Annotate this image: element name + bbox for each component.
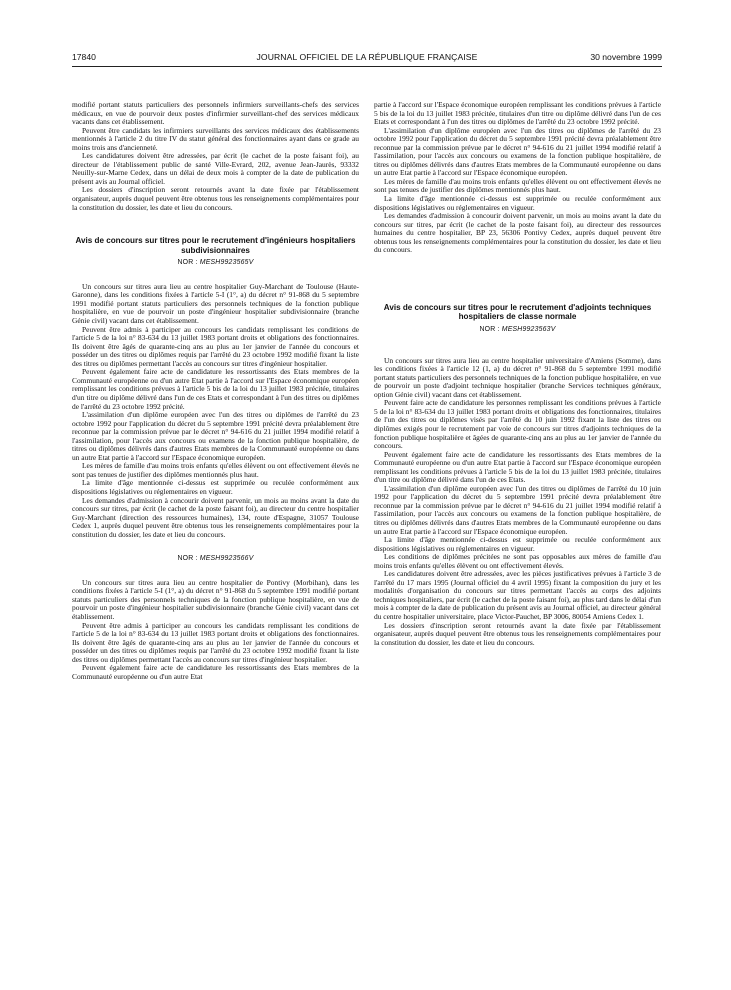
page-header <box>72 52 662 66</box>
paragraph: Peuvent également faire acte de candidature les ressortissants des Etats membres de la Communauté européenne ou d'un autre Etat <box>72 663 359 681</box>
nor-reference <box>72 555 359 564</box>
nor-code: MESH9923566V <box>199 555 254 563</box>
paragraph: Les mères de famille d'au moins trois enfants qu'elles élèvent ou ont effectivement élevés ne sont pas tenues de justifier des diplômes mentionnés plus haut. <box>72 461 359 479</box>
nor-reference <box>72 259 359 268</box>
header-rule <box>72 66 662 67</box>
section-title: Avis de concours sur titres pour le recrutement d'adjoints techniques hospitaliers de classe normale <box>383 302 652 322</box>
paragraph: L'assimilation d'un diplôme européen avec l'un des titres ou diplômes de l'arrêté du 23 octobre 1992 pour l'application du décret du 5 septembre 1991 précité devra préalablement être reconnue par la commission prévue par le décret n° 94-616 du 21 juillet 1994 modifié relatif à l'assimilation, pour l'accès aux concours ou examens de la fonction publique hospitalière, de titres ou diplômes délivrés dans d'autres Etats membres de la Communauté européenne ou dans un autre Etat partie à l'accord sur l'Espace économique européen. <box>72 410 359 462</box>
paragraph: Les mères de famille d'au moins trois enfants qu'elles élèvent ou ont effectivement élevés ne sont pas tenues de justifier des diplômes mentionnés plus haut. <box>374 176 661 195</box>
paragraph: Les candidatures doivent être adressées, avec les pièces justificatives prévues à l'article 3 de l'arrêté du 17 mars 1995 (Journal officiel du 4 avril 1995) fixant la composition du jury et les modalités d'organisation du concours sur titres permettant l'accès au corps des adjoints techniques hospitaliers, par écrit (le cachet de la poste faisant foi), au plus tard dans le délai d'un mois à compter de la date de publication du présent avis au Journal officiel, au directeur général du centre hospitalier universitaire, place Victor-Pauchet, BP 3006, 80054 Amiens Cedex 1. <box>374 569 661 621</box>
nor-label: NOR : <box>479 326 500 334</box>
nor-code: MESH9923563V <box>501 326 556 334</box>
paragraph: Les demandes d'admission à concourir doivent parvenir, un mois au moins avant la date du concours sur titres, par écrit (le cachet de la poste faisant foi), au directeur du centre hospitalier Guy-Marchant (direction des ressources humaines), 134, route d'Espagne, 31057 Toulouse Cedex 1, auprès duquel peuvent être obtenus tous les renseignements complémentaires pour la constitution du dossier, les date et lieu du concours. <box>72 495 359 539</box>
issue-date: 30 novembre 1999 <box>590 52 662 62</box>
paragraph: Les dossiers d'inscription seront retournés avant la date fixée par l'établissement organisateur, auprès duquel peuvent être obtenus tous les renseignements complémentaires pour la constitution du dossier, les date et lieu du concours. <box>374 620 661 647</box>
paragraph: La limite d'âge mentionnée ci-dessus est supprimée ou reculée conformément aux dispositions législatives ou réglementaires en vigueur. <box>72 478 359 496</box>
nor-label: NOR : <box>177 555 198 563</box>
paragraph: Les conditions de diplômes précitées ne sont pas opposables aux mères de famille d'au moins trois enfants qu'elles élèvent ou ont effectivement élevés. <box>374 552 661 570</box>
left-column <box>72 101 359 971</box>
paragraph: Peuvent faire acte de candidature les personnes remplissant les conditions prévues à l'article 5 de la loi n° 83-634 du 13 juillet 1983 portant droits et obligations des fonctionnaires, titulaires de l'un des titres ou diplômes visés par l'arrêté du 10 juin 1992 fixant la liste des titres ou diplômes exigés pour le recrutement par voie de concours sur titres d'adjoints techniques de la fonction publique hospitalière et âgées de quarante-cinq ans au plus au 1er janvier de l'année du concours. <box>374 398 661 451</box>
paragraph: partie à l'accord sur l'Espace économique européen remplissant les conditions prévues à l'article 5 bis de la loi du 13 juillet 1983 précitée, titulaires d'un titre ou diplôme délivré dans l'un de ces Etats et correspondant à l'un des titres ou diplômes de l'arrêté du 23 octobre 1992 précité. <box>374 101 661 127</box>
nor-label: NOR : <box>177 259 198 267</box>
paragraph: Peuvent être admis à participer au concours les candidats remplissant les conditions de l'article 5 de la loi n° 83-634 du 13 juillet 1983 portant droits et obligations des fonctionnaires. Ils doivent être âgés de quarante-cinq ans au plus au 1er janvier de l'année du concours et posséder un des titres ou diplômes requis par l'arrêté du 23 octobre 1992 modifié fixant la liste des titres ou diplômes permettant l'accès au concours sur titres d'ingénieur hospitalier. <box>72 620 359 664</box>
paragraph: Peuvent également faire acte de candidature les ressortissants des Etats membres de la Communauté européenne ou d'un autre Etat partie à l'accord sur l'Espace économique européen remplissant les conditions prévues à l'article 5 bis de la loi du 13 juillet 1983 précitée, titulaires d'un titre ou diplôme délivré dans l'un de ces Etats. <box>374 449 661 485</box>
paragraph: La limite d'âge mentionnée ci-dessus est supprimée ou reculée conformément aux dispositions législatives ou réglementaires en vigueur. <box>374 194 661 212</box>
paragraph: modifié portant statuts particuliers des personnels infirmiers surveillants-chefs des services médicaux, en vue de pourvoir deux postes d'infirmier surveillant-chef des services médicaux vacants dans cet établissement. <box>72 101 359 127</box>
paragraph: Les dossiers d'inscription seront retournés avant la date fixée par l'établissement organisateur, auprès duquel peuvent être obtenus tous les renseignements complémentaires pour la constitution du dossier, les date et lieu du concours. <box>72 185 359 212</box>
paragraph: Un concours sur titres aura lieu au centre hospitalier universitaire d'Amiens (Somme), dans les conditions fixées à l'article 12 (1, a) du décret n° 91-868 du 5 septembre 1991 modifié portant statuts particuliers des personnels techniques de la fonction publique hospitalière, en vue de pourvoir un poste d'adjoint technique hospitalier (branche Services techniques généraux, option Génie civil) vacant dans cet établissement. <box>374 355 661 399</box>
paragraph: L'assimilation d'un diplôme européen avec l'un des titres ou diplômes de l'arrêté du 10 juin 1992 pour l'application du décret du 5 septembre 1991 précité devra préalablement être reconnue par la commission prévue par le décret n° 94-616 du 21 juillet 1994 modifié relatif à l'assimilation, pour l'accès aux concours ou examens de la fonction publique hospitalière, de titres ou diplômes délivrés dans d'autres Etats membres de la Communauté européenne ou dans un autre Etat partie à l'accord sur l'Espace économique européen. <box>374 483 661 536</box>
paragraph: La limite d'âge mentionnée ci-dessus est supprimée ou reculée conformément aux dispositions législatives ou réglementaires en vigueur. <box>374 535 661 553</box>
right-column <box>374 101 661 971</box>
paragraph: Peuvent également faire acte de candidature les ressortissants des Etats membres de la Communauté européenne ou d'un autre Etat partie à l'accord sur l'Espace économique européen remplissant les conditions prévues à l'article 5 bis de la loi du 13 juillet 1983 précitée, titulaires d'un titre ou diplôme délivré dans l'un de ces Etats et correspondant à l'un des titres ou diplômes de l'arrêté du 23 octobre 1992 précité. <box>72 367 359 411</box>
paragraph: Les demandes d'admission à concourir doivent parvenir, un mois au moins avant la date du concours sur titres, par écrit (le cachet de la poste faisant foi), au directeur des ressources humaines du centre hospitalier, BP 23, 56306 Pontivy Cedex, auprès duquel peuvent être obtenus tous les renseignements complémentaires pour la constitution du dossier, les date et lieu du concours. <box>374 211 661 255</box>
paragraph: Les candidatures doivent être adressées, par écrit (le cachet de la poste faisant foi), au directeur de l'établissement public de santé Ville-Evrard, 202, avenue Jean-Jaurès, 93332 Neuilly-sur-Marne Cedex, dans un délai de deux mois à compter de la date de publication du présent avis au Journal officiel. <box>72 151 359 186</box>
section-title: Avis de concours sur titres pour le recrutement d'ingénieurs hospitaliers subdivisionnaires <box>75 236 356 255</box>
paragraph: Un concours sur titres aura lieu au centre hospitalier Guy-Marchant de Toulouse (Haute-Garonne), dans les conditions fixées à l'article 5-I (1°, a) du décret n° 91-868 du 5 septembre 1991 modifié portant statuts particuliers des personnels techniques de la fonction publique hospitalière, en vue de pourvoir un poste d'ingénieur hospitalier subdivisionnaire (branche Génie civil) vacant dans cet établissement. <box>72 281 359 326</box>
paragraph: Peuvent être candidats les infirmiers surveillants des services médicaux des établissements mentionnés à l'article 2 du titre IV du statut général des fonctionnaires ayant dans ce grade au moins trois ans d'ancienneté. <box>72 125 359 152</box>
nor-code: MESH9923565V <box>199 259 254 267</box>
page-number: 17840 <box>72 52 96 62</box>
journal-title: JOURNAL OFFICIEL DE LA RÉPUBLIQUE FRANÇAISE <box>256 52 478 62</box>
nor-reference <box>374 326 661 335</box>
paragraph: Peuvent être admis à participer au concours les candidats remplissant les conditions de l'article 5 de la loi n° 83-634 du 13 juillet 1983 portant droits et obligations des fonctionnaires. Ils doivent être âgés de quarante-cinq ans au plus au 1er janvier de l'année du concours et posséder un des titres ou diplômes requis par l'arrêté du 23 octobre 1992 modifié fixant la liste des titres ou diplômes permettant l'accès au concours sur titres d'ingénieur hospitalier. <box>72 324 359 368</box>
paragraph: Un concours sur titres aura lieu au centre hospitalier de Pontivy (Morbihan), dans les conditions fixées à l'article 5-I (1°, a) du décret n° 91-868 du 5 septembre 1991 modifié portant statuts particuliers des personnels techniques de la fonction publique hospitalière, en vue de pourvoir un poste d'ingénieur hospitalier subdivisionnaire (branche Génie civil) vacant dans cet établissement. <box>72 577 359 621</box>
paragraph: L'assimilation d'un diplôme européen avec l'un des titres ou diplômes de l'arrêté du 23 octobre 1992 pour l'application du décret du 5 septembre 1991 précité devra préalablement être reconnue par la commission prévue par le décret n° 94-616 du 21 juillet 1994 modifié relatif à l'assimilation, pour l'accès aux concours ou examens de la fonction publique hospitalière, de titres ou diplômes délivrés dans d'autres Etats membres de la Communauté européenne ou dans un autre Etat partie à l'accord sur l'Espace économique européen. <box>374 125 661 178</box>
